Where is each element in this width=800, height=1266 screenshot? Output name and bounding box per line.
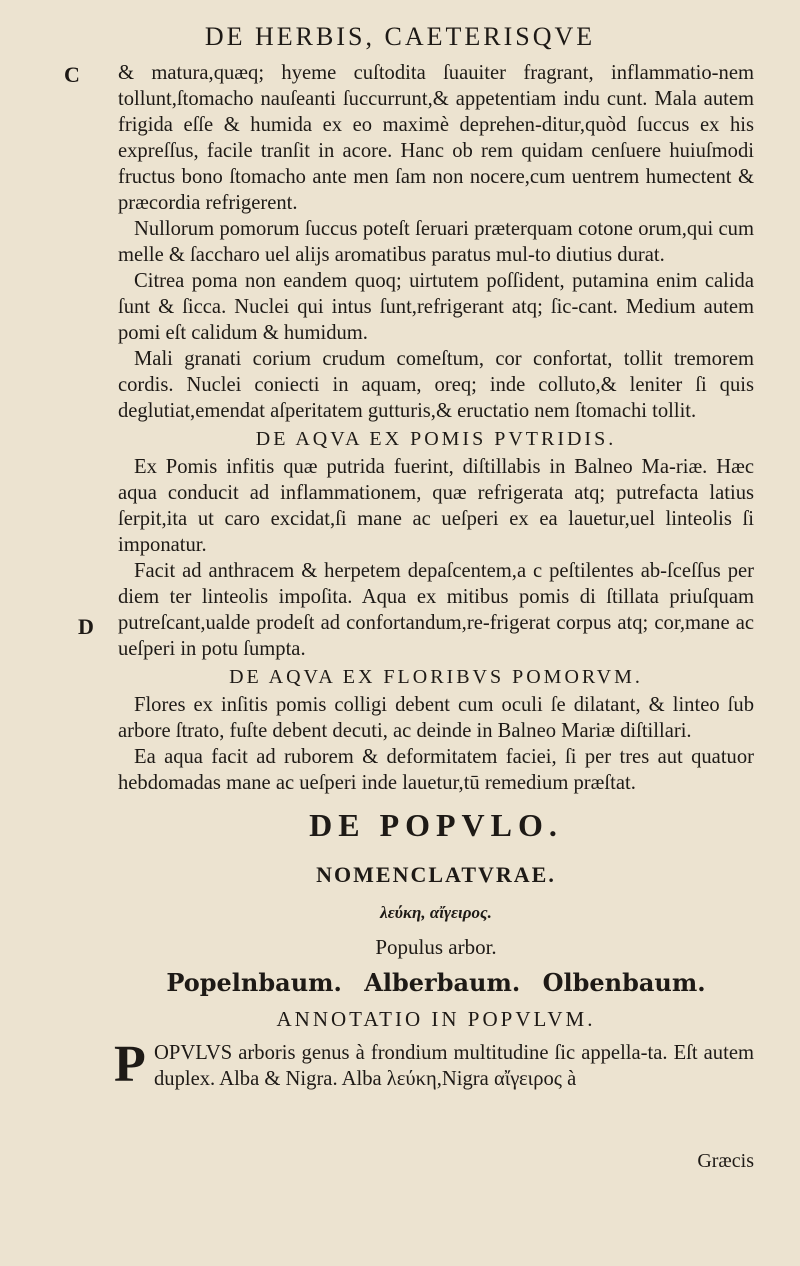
greek-names: λεύκη, αἴγειρος. (380, 903, 492, 922)
catchword: Græcis (697, 1150, 754, 1172)
paragraph: OPVLVS arboris genus à frondium multitudine ſic appella-ta. Eſt autem duplex. Alba & Nigra. Alba λεύκη,Nigra αἴγειρος à (154, 1042, 754, 1090)
german-names: Popelnbaum. Alberbaum. Olbenbaum. (166, 968, 706, 997)
section-title: DE POPVLO. (309, 807, 563, 843)
paragraph: Flores ex inſitis pomis colligi debent cum oculi ſe dilatant, & linteo ſub arbore ſtrato, fuſte debent decuti, ac deinde in Balneo Mariæ diſtillari. (118, 694, 754, 742)
nomenclature-heading: NOMENCLATVRAE. (316, 862, 556, 887)
paragraph: & matura,quæq; hyeme cuſtodita ſuauiter fragrant, inflammatio-nem tollunt,ſtomacho nauſeanti ſuccurrunt,& appetentiam indu cunt. Mala autem frigida eſſe & humida ex eo maximè deprehen-ditur,quòd ſuccus ex his expreſſus, facile tranſit in acore. Hanc ob rem quidam cenſuere huiuſmodi fructus bono ſtomacho ante men ſam non nocere,cum uentrem humectent & præcordia refrigerent. (118, 62, 754, 214)
margin-letter-d: D (78, 614, 94, 639)
final-paragraph (114, 1036, 754, 1093)
annotation-heading: ANNOTATIO IN POPVLVM. (276, 1007, 596, 1031)
running-header: DE HERBIS, CAETERISQVE (204, 22, 596, 51)
latin-name: Populus arbor. (375, 935, 497, 959)
margin-letter-c: C (64, 62, 80, 87)
paragraph: Citrea poma non eandem quoq; uirtutem poſſident, putamina enim calida ſunt & ſicca. Nuclei qui intus ſunt,refrigerant atq; ſic-cant. Medium autem pomi eſt calidum & humidum. (118, 270, 754, 344)
paragraph: Ex Pomis infitis quæ putrida fuerint, diſtillabis in Balneo Ma-riæ. Hæc aqua conducit ad inflammationem, quæ refrigerata atq; putrefacta latius ſerpit,ita ut caro excidat,ſi mane ac ueſperi ex ea lauetur,uel linteolis ſi imponatur. (118, 456, 754, 556)
subheading: DE AQVA EX FLORIBVS POMORVM. (229, 666, 643, 688)
subheading: DE AQVA EX POMIS PVTRIDIS. (255, 428, 617, 450)
drop-cap: P (114, 1036, 146, 1093)
paragraph: Nullorum pomorum ſuccus poteſt ſeruari præterquam cotone orum,qui cum melle & ſaccharo uel alijs aromatibus paratus mul-to diutius durat. (118, 218, 754, 266)
paragraph: Ea aqua facit ad ruborem & deformitatem faciei, ſi per tres aut quatuor hebdomadas mane ac ueſperi inde lauetur,tū remedium præſtat. (118, 746, 754, 794)
main-text (114, 60, 754, 1093)
paragraph: Mali granati corium crudum comeſtum, cor confortat, tollit tremorem cordis. Nuclei coniecti in aquam, oreq; inde colluto,& leniter ſi quis deglutiat,emendat aſperitatem gutturis,& eructatio nem ſtomachi tollit. (118, 348, 754, 422)
paragraph: Facit ad anthracem & herpetem depaſcentem,a c peſtilentes ab-ſceſſus per diem ter linteolis impoſita. Aqua ex mitibus pomis di ſtillata priuſquam putreſcant,ualde prodeſt ad confortandum,re-frigerat corpus atq; cor,mane ac ueſperi in potu ſumpta. (118, 560, 754, 660)
